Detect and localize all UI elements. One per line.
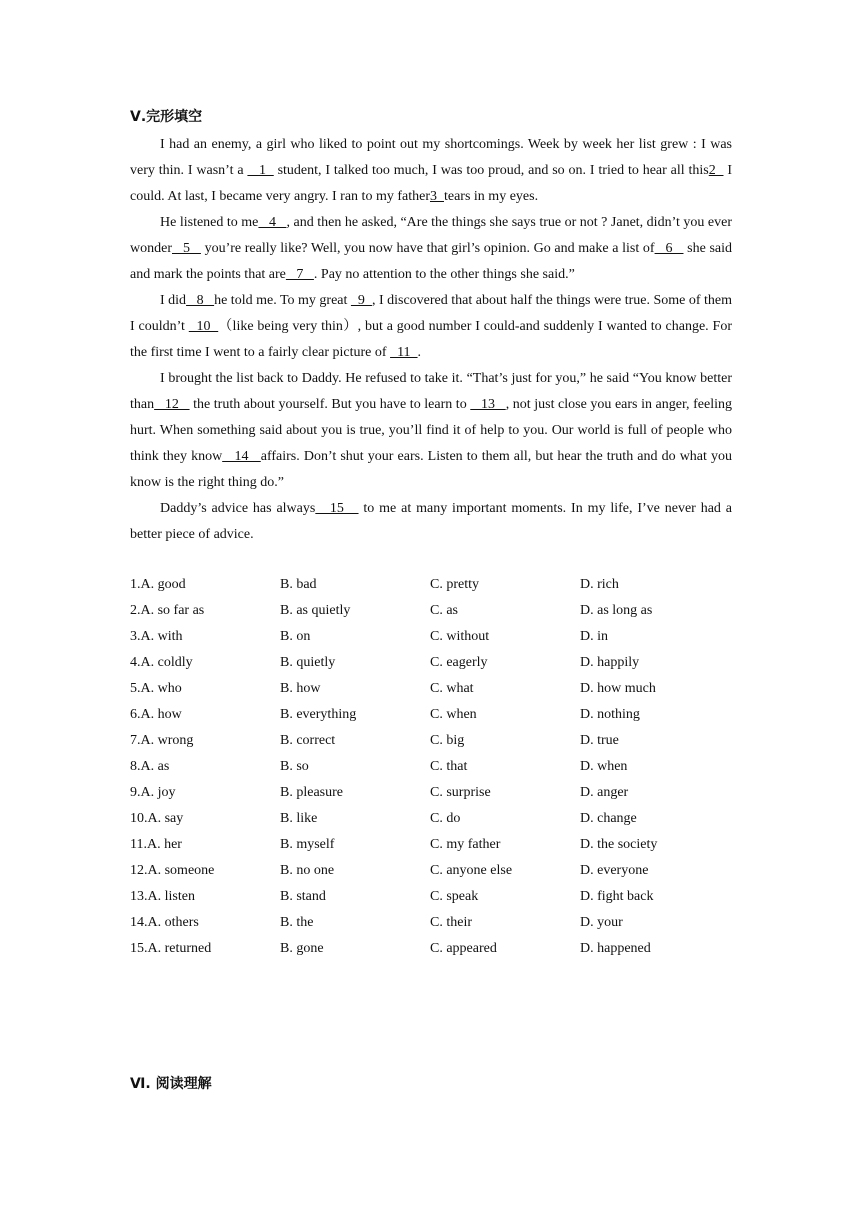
option-choice: C. appeared bbox=[430, 941, 497, 956]
passage-text: , and then he asked, “Are the things she says true or not ? Janet, didn’t you ever wonder bbox=[130, 215, 732, 256]
blank-number: 7 bbox=[285, 267, 314, 282]
section-5-title: Ⅴ.完形填空 bbox=[130, 109, 203, 125]
option-choice: D. change bbox=[580, 811, 637, 826]
passage-paragraph bbox=[130, 496, 732, 548]
passage-text: you’re really like? Well, you now have that girl’s opinion. Go and make a list of bbox=[200, 241, 655, 256]
passage-paragraph bbox=[130, 132, 732, 210]
option-choice: D. happily bbox=[580, 655, 640, 670]
passage-text: , I discovered that about half the things were true. Some of them I couldn’t bbox=[130, 293, 733, 334]
option-row bbox=[130, 676, 730, 702]
blank-number: 1 bbox=[247, 163, 274, 178]
passage-text: I had an enemy, a girl who liked to point out my shortcomings. Week by week her list grew : I was very thin. I wasn’t a bbox=[130, 137, 732, 178]
option-choice: B. pleasure bbox=[280, 785, 343, 800]
blank-number: 4 bbox=[258, 215, 287, 230]
option-row bbox=[130, 910, 730, 936]
option-choice: D. fight back bbox=[580, 889, 654, 904]
passage-text: she said and mark the points that are bbox=[130, 241, 733, 282]
option-choice: B. how bbox=[280, 681, 321, 696]
option-choice: B. gone bbox=[280, 941, 324, 956]
blank-number: 15 bbox=[315, 501, 359, 516]
option-choice: B. on bbox=[280, 629, 311, 644]
passage-text: student, I talked too much, I was too proud, and so on. I tried to hear all this bbox=[273, 163, 709, 178]
blank-number: 9 bbox=[350, 293, 372, 308]
option-choice: 6.A. how bbox=[130, 707, 182, 722]
passage-text: tears in my eyes. bbox=[443, 189, 539, 204]
blank-number: 6 bbox=[654, 241, 684, 256]
passage-text: . bbox=[417, 345, 422, 360]
option-choice: B. bad bbox=[280, 577, 317, 592]
option-choice: 15.A. returned bbox=[130, 941, 212, 956]
option-choice: C. their bbox=[430, 915, 472, 930]
option-row bbox=[130, 728, 730, 754]
blank-number: 5 bbox=[172, 241, 201, 256]
option-choice: C. that bbox=[430, 759, 468, 774]
passage-text: I could. At last, I became very angry. I ran to my father bbox=[130, 163, 732, 204]
option-choice: C. as bbox=[430, 603, 458, 618]
passage-text: Daddy’s advice has always bbox=[160, 501, 316, 516]
option-choice: 1.A. good bbox=[130, 577, 186, 592]
option-choice: C. eagerly bbox=[430, 655, 488, 670]
option-row bbox=[130, 572, 730, 598]
option-choice: D. when bbox=[580, 759, 628, 774]
option-choice: C. what bbox=[430, 681, 474, 696]
option-choice: 14.A. others bbox=[130, 915, 199, 930]
passage-text: to me at many important moments. In my life, I’ve never had a better piece of advice. bbox=[130, 501, 733, 542]
option-choice: 13.A. listen bbox=[130, 889, 195, 904]
option-choice: B. as quietly bbox=[280, 603, 351, 618]
option-choice: B. no one bbox=[280, 863, 335, 878]
blank-number: 3 bbox=[429, 189, 444, 204]
option-choice: D. nothing bbox=[580, 707, 640, 722]
option-choice: B. so bbox=[280, 759, 309, 774]
cloze-passage bbox=[130, 132, 732, 548]
option-choice: 12.A. someone bbox=[130, 863, 215, 878]
passage-paragraph bbox=[130, 288, 732, 366]
option-choice: D. everyone bbox=[580, 863, 649, 878]
option-choice: B. the bbox=[280, 915, 314, 930]
option-choice: D. happened bbox=[580, 941, 651, 956]
blank-number: 14 bbox=[222, 449, 261, 464]
option-choice: C. speak bbox=[430, 889, 479, 904]
option-choice: 2.A. so far as bbox=[130, 603, 205, 618]
option-choice: D. anger bbox=[580, 785, 629, 800]
option-choice: D. your bbox=[580, 915, 623, 930]
passage-text: . Pay no attention to the other things she said.” bbox=[313, 267, 575, 282]
passage-text: , not just close you ears in anger, feeling hurt. When something said about you is true, you’ll find it of help to you. Our world is full of people who think they know bbox=[130, 397, 733, 464]
option-choice: B. like bbox=[280, 811, 318, 826]
option-choice: D. as long as bbox=[580, 603, 653, 618]
option-row bbox=[130, 806, 730, 832]
blank-number: 8 bbox=[186, 293, 215, 308]
answer-options bbox=[130, 572, 730, 962]
section-6-title: Ⅵ. 阅读理解 bbox=[130, 1076, 212, 1092]
option-choice: C. big bbox=[430, 733, 465, 748]
option-choice: 9.A. joy bbox=[130, 785, 176, 800]
blank-number: 12 bbox=[154, 397, 190, 412]
option-choice: C. when bbox=[430, 707, 477, 722]
option-choice: C. anyone else bbox=[430, 863, 513, 878]
option-choice: D. true bbox=[580, 733, 619, 748]
option-choice: 5.A. who bbox=[130, 681, 182, 696]
passage-paragraph bbox=[130, 366, 732, 496]
passage-text: （like being very thin）, but a good number I could-and suddenly I wanted to change. For the first time I went to a fairly clear picture of bbox=[130, 319, 732, 360]
passage-text: I did bbox=[160, 293, 187, 308]
option-choice: B. myself bbox=[280, 837, 335, 852]
blank-number: 11 bbox=[390, 345, 418, 360]
option-choice: 3.A. with bbox=[130, 629, 183, 644]
option-choice: 7.A. wrong bbox=[130, 733, 194, 748]
blank-number: 2 bbox=[708, 163, 724, 178]
option-row bbox=[130, 754, 730, 780]
passage-text: He listened to me bbox=[160, 215, 259, 230]
passage-text: I brought the list back to Daddy. He refused to take it. “That’s just for you,” he said “You know better than bbox=[130, 371, 732, 412]
option-choice: D. in bbox=[580, 629, 608, 644]
option-choice: B. quietly bbox=[280, 655, 336, 670]
option-choice: C. my father bbox=[430, 837, 501, 852]
option-choice: 8.A. as bbox=[130, 759, 170, 774]
option-row bbox=[130, 936, 730, 962]
option-row bbox=[130, 702, 730, 728]
option-row bbox=[130, 832, 730, 858]
blank-number: 10 bbox=[188, 319, 219, 334]
option-choice: C. without bbox=[430, 629, 490, 644]
passage-text: he told me. To my great bbox=[214, 293, 351, 308]
option-choice: C. surprise bbox=[430, 785, 491, 800]
passage-text: the truth about yourself. But you have to learn to bbox=[189, 397, 471, 412]
option-choice: D. rich bbox=[580, 577, 619, 592]
option-choice: B. everything bbox=[280, 707, 357, 722]
option-choice: C. do bbox=[430, 811, 461, 826]
option-row bbox=[130, 624, 730, 650]
option-row bbox=[130, 650, 730, 676]
blank-number: 13 bbox=[470, 397, 506, 412]
option-row bbox=[130, 884, 730, 910]
passage-paragraph bbox=[130, 210, 732, 288]
option-choice: D. the society bbox=[580, 837, 658, 852]
option-choice: 10.A. say bbox=[130, 811, 184, 826]
option-choice: C. pretty bbox=[430, 577, 479, 592]
option-choice: B. correct bbox=[280, 733, 336, 748]
option-choice: B. stand bbox=[280, 889, 326, 904]
passage-text: affairs. Don’t shut your ears. Listen to them all, but hear the truth and do what you know is the right thing do.” bbox=[130, 449, 732, 490]
option-row bbox=[130, 780, 730, 806]
option-choice: D. how much bbox=[580, 681, 656, 696]
option-row bbox=[130, 858, 730, 884]
option-choice: 4.A. coldly bbox=[130, 655, 193, 670]
option-row bbox=[130, 598, 730, 624]
option-choice: 11.A. her bbox=[130, 837, 182, 852]
